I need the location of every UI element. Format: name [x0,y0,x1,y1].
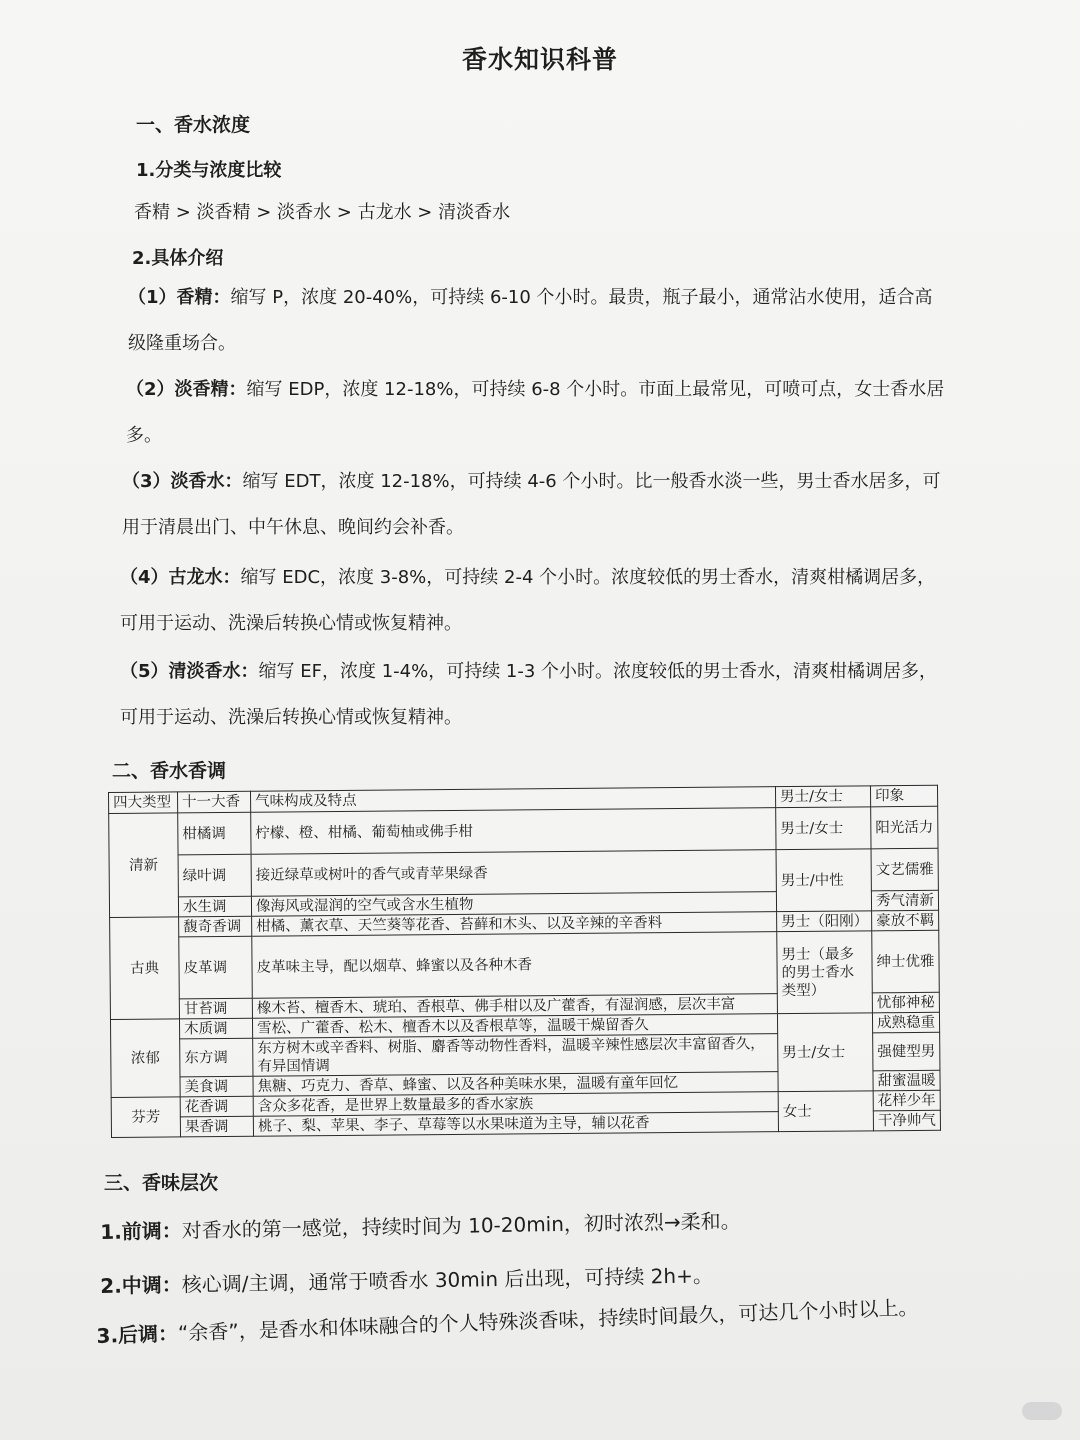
note-cell: 果香调 [180,1116,253,1137]
note-layer-middle-text: 核心调/主调，通常于喷香水 30min 后出现，可持续 2h+。 [181,1263,714,1297]
section1-heading: 一、香水浓度 [136,114,251,136]
category-cell: 古典 [110,917,180,1020]
item-edp-label: （2）淡香精： [126,379,247,400]
item-ef [120,649,940,741]
note-layer-top [100,1205,741,1245]
note-cell: 美食调 [180,1076,253,1097]
impression-cell: 豪放不羁 [872,910,939,931]
impression-cell: 绅士优雅 [872,930,940,993]
impression-cell: 秀气清新 [871,890,938,911]
gender-cell: 男士/女士 [777,1013,873,1092]
item-ef-label: （5）清淡香水： [120,661,259,682]
impression-cell: 干净帅气 [873,1110,940,1131]
gender-cell: 男士/女士 [776,807,871,850]
note-layer-base-text: “余香”，是香水和体味融合的个人特殊淡香味，持续时间最久，可达几个小时以上。 [177,1295,919,1346]
item-edt-label: （3）淡香水： [122,471,243,492]
item-parfum-text: 缩写 P，浓度 20-40%，可持续 6-10 个小时。最贵，瓶子最小，通常沾水使用，适合高级隆重场合。 [128,287,933,354]
desc-cell: 含众多花香，是世界上数量最多的香水家族 [253,1092,778,1117]
item-edc [120,555,940,647]
note-cell: 水生调 [178,896,251,917]
impression-cell: 甜蜜温暖 [873,1070,940,1091]
gender-cell: 男士（阳刚） [777,911,872,932]
gender-cell: 男士（最多的男士香水类型） [777,931,873,1014]
impression-cell: 文艺儒雅 [871,848,938,891]
item-ef-text: 缩写 EF，浓度 1-4%，可持续 1-3 个小时。浓度较低的男士香水，清爽柑橘调居多，可用于运动、洗澡后转换心情或恢复精神。 [120,661,938,728]
gender-cell: 男士/中性 [776,849,872,912]
impression-cell: 阳光活力 [871,806,938,849]
note-cell: 绿叶调 [178,854,251,897]
table-row [109,848,938,897]
impression-cell: 花样少年 [873,1090,940,1111]
desc-cell: 接近绿草或树叶的香气或青苹果绿香 [251,850,776,897]
desc-cell: 橡木苔、檀香木、琥珀、香根草、佛手柑以及广藿香，有湿润感，层次丰富 [252,994,777,1019]
section1-sub2: 2.具体介绍 [132,248,224,269]
item-edp [126,367,946,459]
page-title: 香水知识科普 [461,45,618,74]
category-cell: 清新 [109,813,179,918]
desc-cell: 柠檬、橙、柑橘、葡萄柚或佛手柑 [251,808,776,855]
impression-cell: 成熟稳重 [872,1012,939,1033]
section2-heading: 二、香水香调 [112,760,227,782]
note-cell: 甘苔调 [179,998,252,1019]
gender-cell: 女士 [778,1091,873,1132]
note-layer-base-label: 3.后调： [96,1321,179,1348]
note-layer-top-text: 对香水的第一感觉，持续时间为 10-20min，初时浓烈→柔和。 [181,1208,741,1243]
watermark-badge [1022,1402,1062,1420]
note-layer-middle [100,1259,713,1299]
item-edp-text: 缩写 EDP，浓度 12-18%，可持续 6-8 个小时。市面上最常见，可喷可点，女士香水居多。 [126,379,945,446]
desc-cell: 皮革味主导，配以烟草、蜂蜜以及各种木香 [252,932,778,999]
desc-cell: 焦糖、巧克力、香草、蜂蜜、以及各种美味水果，温暖有童年回忆 [253,1072,778,1097]
desc-cell: 东方树木或辛香料、树脂、麝香等动物性香料，温暖辛辣性感层次丰富留香久，有异国情调 [253,1034,778,1077]
note-cell: 馥奇香调 [179,916,252,937]
note-cell: 柑橘调 [178,812,251,855]
category-cell: 浓郁 [110,1019,180,1098]
note-layer-base [96,1291,919,1349]
concentration-ranking: 香精 > 淡香精 > 淡香水 > 古龙水 > 清淡香水 [134,202,511,223]
impression-cell: 忧郁神秘 [872,992,939,1013]
table-row [109,806,938,855]
item-edc-label: （4）古龙水： [120,567,241,588]
item-parfum [128,275,948,367]
header-cell: 印象 [870,785,937,807]
section3-heading: 三、香味层次 [104,1172,219,1194]
header-cell: 十一大香 [178,791,251,813]
note-cell: 花香调 [180,1096,253,1117]
desc-cell: 柑橘、薰衣草、天竺葵等花香、苔藓和木头、以及辛辣的辛香料 [252,912,777,937]
desc-cell: 桃子、梨、苹果、李子、草莓等以水果味道为主导，辅以花香 [253,1112,778,1137]
impression-cell: 强健型男 [873,1032,940,1071]
desc-cell: 雪松、广藿香、松木、檀香木以及香根草等，温暖干燥留香久 [252,1014,777,1039]
fragrance-notes-table [108,785,941,1138]
item-edt [122,459,942,551]
note-layer-middle-label: 2.中调： [100,1272,182,1298]
header-cell: 四大类型 [109,792,178,814]
note-cell: 木质调 [179,1018,252,1039]
header-cell: 气味构成及特点 [250,787,775,813]
section1-sub1: 1.分类与浓度比较 [136,160,282,181]
item-edc-text: 缩写 EDC，浓度 3-8%，可持续 2-4 个小时。浓度较低的男士香水，清爽柑橘调居多，可用于运动、洗澡后转换心情或恢复精神。 [120,567,936,634]
desc-cell: 像海风或湿润的空气或含水生植物 [251,892,776,917]
category-cell: 芬芳 [111,1097,180,1138]
note-layer-top-label: 1.前调： [100,1218,182,1244]
note-cell: 东方调 [180,1038,253,1077]
header-cell: 男士/女士 [775,786,870,808]
note-cell: 皮革调 [179,936,253,999]
table-row [110,930,940,999]
item-parfum-label: （1）香精： [128,287,231,308]
item-edt-text: 缩写 EDT，浓度 12-18%，可持续 4-6 个小时。比一般香水淡一些，男士香水居多，可用于清晨出门、中午休息、晚间约会补香。 [122,471,941,538]
